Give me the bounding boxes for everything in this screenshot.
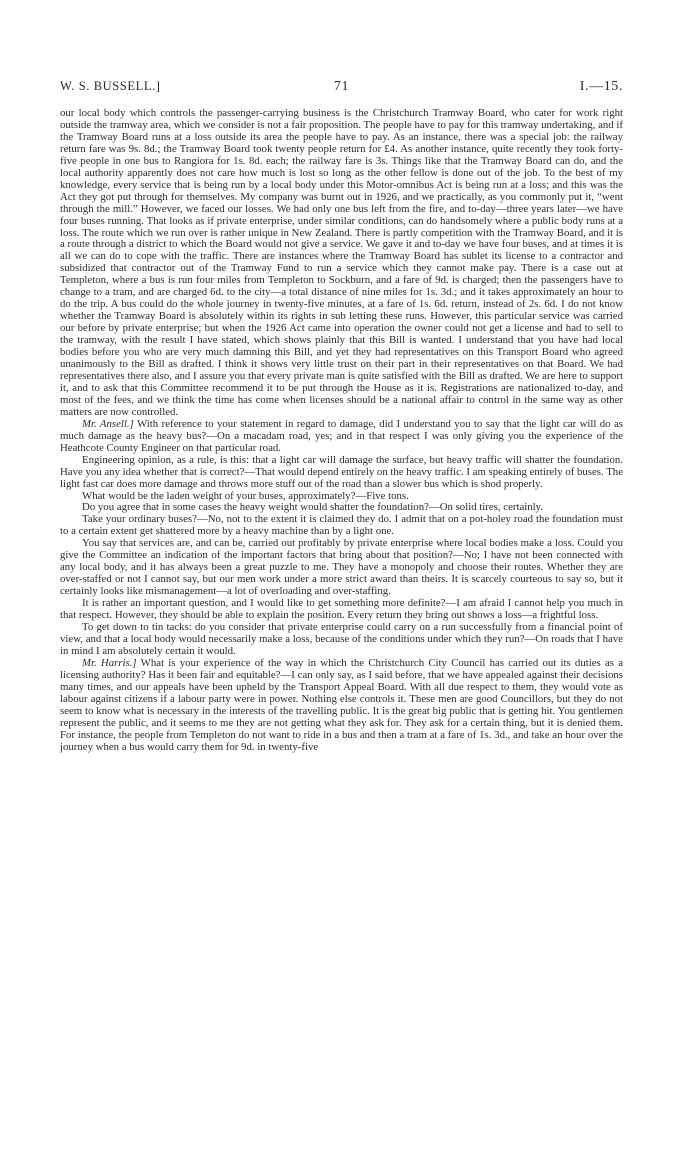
running-header	[60, 79, 623, 97]
paper-reference: I.—15.	[579, 79, 623, 94]
paragraph-7: You say that services are, and can be, carried out profitably by private enterprise where local bodies make a loss. Could you give the Committee an indication of the important factors that bring about that position?—No; I have not been connected with any local body, and it has always been a great puzzle to me. They have a monopoly and choose their routes. Whether they are over-staffed or not I cannot say, but our men work under a more strict award than theirs. It is scarcely courteous to say so, but it certainly looks like mismanagement—a lot of overloading and over-staffing.	[60, 537, 623, 598]
paragraph-10: Mr. Harris.] What is your experience of the way in which the Christchurch City Council has carried out its duties as a licensing authority? Has it been fair and equitable?—I can only say, as I said before, that we have appealed against their decisions many times, and our appeals have been upheld by the Transport Appeal Board. With all due respect to them, they would vote as labour against citizens if a labour party were in power. Nothing else controls it. These men are good Councillors, but they do not seem to know what is necessary in the interests of the travelling public. It is the great big public that is getting hit. You gentlemen represent the public, and it seems to me they are not getting what they ask for. They ask for a certain thing, but it is denied them. For instance, the people from Templeton do not want to ride in a bus and then a tram at a fare of 1s. 3d., and take an hour over the journey when a bus would carry them for 9d. in twenty-five	[60, 656, 623, 753]
page-number: 71	[333, 79, 350, 94]
paragraph-2: Mr. Ansell.] With reference to your statement in regard to damage, did I understand you to say that the light car will do as much damage as the heavy bus?—On a macadam road, yes; and in that respect I was only giving you the experience of the Heathcote County Engineer on that particular road.	[60, 417, 623, 454]
witness-name: W. S. BUSSELL.]	[60, 79, 161, 93]
speaker-label: Mr. Harris.]	[82, 656, 137, 669]
speaker-label: Mr. Ansell.]	[82, 417, 134, 430]
paragraph-8: It is rather an important question, and I would like to get something more definite?—I am afraid I cannot help you much in that respect. However, they should be able to explain the position. Every return they bring out shows a loss—a frightful loss.	[60, 597, 623, 622]
paragraph-6: Take your ordinary buses?—No, not to the extent it is claimed they do. I admit that on a pot-holey road the foundation must to a certain extent get shattered more by a heavy machine than by a light one.	[60, 513, 623, 538]
paragraph-1: our local body which controls the passenger-carrying business is the Christchurch Tramway Board, who cater for work right outside the tramway area, which we consider is not a fair proposition. The people have to pay for this tramway undertaking, and if the Tramway Board runs at a loss outside its area the people have to pay. As an instance, there was a special job: the railway return fare was 9s. 8d.; the Tramway Board took twenty people return for £4. As another instance, quite recently they took forty-five people in one bus to Rangiora for 1s. 8d. each; the railway fare is 3s. Things like that the Tramway Board can do, and the local authority apparently does not care how much is lost so long as the other fellow is done out of the job. To the best of my knowledge, every service that is being run by a local body under this Motor-omnibus Act is being run at a loss; and this was the Act they got put through for themselves. My company was burnt out in 1926, and we practically, as you commonly put it, “went through the mill.” However, we faced our losses. We had only one bus left from the fire, and to-day—three years later—we have four buses running. That looks as if private enterprise, under similar conditions, can do handsomely where a public body runs at a loss. The route which we run over is rather unique in New Zealand. There is partly competition with the Tramway Board, and it is a route through a district to which the Board would not give a service. We gave it and to-day we have four buses, and at times it is all we can do to cope with the traffic. There are instances where the Tramway Board has sublet its license to a contractor and subsidized that contractor out of the Tramway Fund to run a service which they cannot make pay. There is a case out at Templeton, where a bus is run four miles from Templeton to Sockburn, and a fare of 9d. is charged; then the passengers have to change to a tram, and are charged 6d. to the city—a total distance of nine miles for 1s. 3d.; and it takes approximately an hour to do the trip. A bus could do the whole journey in twenty-five minutes, at a fare of 1s. 6d. return, instead of 2s. 6d. I do not know whether the Tramway Board is absolutely within its rights in sub letting these runs. However, this particular service was carried our before by private enterprise; but when the 1926 Act came into operation the owner could not get a license and had to sell to the tramway, with the result I have stated, which shows plainly that this Bill is wanted. I understand that you have had local bodies before you who are very much damning this Bill, and yet they had representatives on this Transport Board who agreed unanimously to the Bill as drafted. I think it shows very little trust on their part in their representatives on that Board. We had representatives there also, and I assure you that every private man is quite satisfied with the Bill as drafted. We are here to support it, and to ask that this Committee recommend it to be put through the House as it is. Registrations are nationalized to-day, and most of the fees, and we think the time has come when licenses should be a national affair to control in the same way as other matters are now controlled.	[60, 107, 623, 418]
paragraph-5: Do you agree that in some cases the heavy weight would shatter the foundation?—On solid tires, certainly.	[82, 501, 544, 514]
paragraph-4: What would be the laden weight of your buses, approximately?—Five tons.	[82, 489, 409, 502]
document-page	[60, 0, 623, 1157]
paragraph-3: Engineering opinion, as a rule, is this: that a light car will damage the surface, but heavy traffic will shatter the foundation. Have you any idea whether that is correct?—That would depend entirely on the heavy traffic. I am speaking entirely of buses. The light fast car does more damage and throws more stuff out of the road than a slower bus which is shod properly.	[60, 453, 623, 490]
paragraph-9: To get down to tin tacks: do you consider that private enterprise could carry on a run successfully from a financial point of view, and that a local body would necessarily make a loss, because of the conditions under which they run?—On roads that I have in mind I am absolutely certain it would.	[60, 620, 623, 657]
evidence-text	[60, 108, 623, 753]
